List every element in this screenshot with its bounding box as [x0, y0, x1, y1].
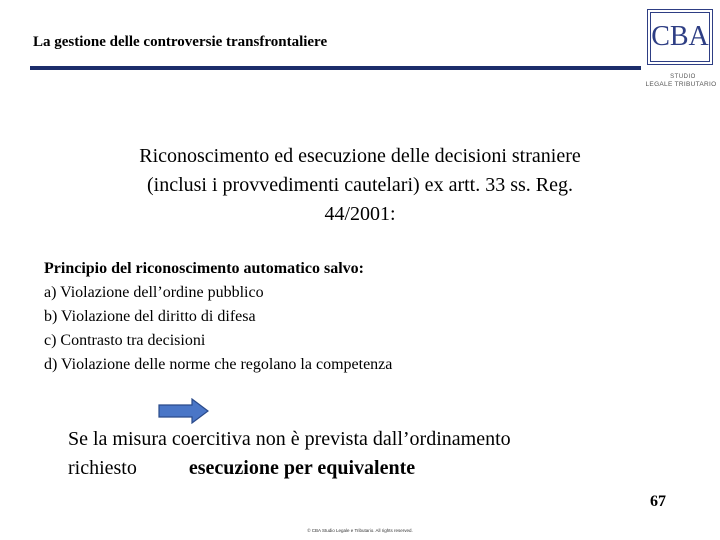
- note-line: Se la misura coercitiva non è prevista dall’ordinamento: [68, 428, 511, 450]
- principles-lead: Principio del riconoscimento automatico salvo:: [44, 260, 364, 277]
- principle-item: b) Violazione del diritto di difesa: [44, 308, 256, 325]
- note-text: [68, 425, 511, 483]
- logo-subtitle-studio: STUDIO: [670, 74, 696, 80]
- logo-text: CBA: [651, 21, 709, 52]
- principle-item: a) Violazione dell’ordine pubblico: [44, 284, 264, 301]
- heading-line: 44/2001:: [324, 203, 396, 225]
- slide-heading: [40, 142, 680, 229]
- note-emphasis: esecuzione per equivalente: [188, 457, 416, 479]
- right-arrow-icon: [158, 398, 210, 424]
- page-number: 67: [650, 493, 666, 510]
- heading-line: Riconoscimento ed esecuzione delle decisioni straniere: [139, 145, 581, 167]
- principle-item: d) Violazione delle norme che regolano la competenza: [44, 356, 393, 373]
- logo-subtitle-firm: LEGALE TRIBUTARIO: [645, 81, 717, 88]
- footer-copyright: © CBA Studio Legale e Tributario. All rights reserved.: [307, 528, 413, 533]
- note-line: [68, 454, 511, 483]
- note-line-start: richiesto: [68, 457, 137, 479]
- header-divider: [30, 66, 641, 70]
- slide-header-title: La gestione delle controversie transfrontaliere: [33, 34, 328, 50]
- principles-list: [44, 257, 392, 377]
- principle-item: c) Contrasto tra decisioni: [44, 332, 206, 349]
- cba-logo: [650, 12, 710, 62]
- heading-line: (inclusi i provvedimenti cautelari) ex artt. 33 ss. Reg.: [147, 174, 573, 196]
